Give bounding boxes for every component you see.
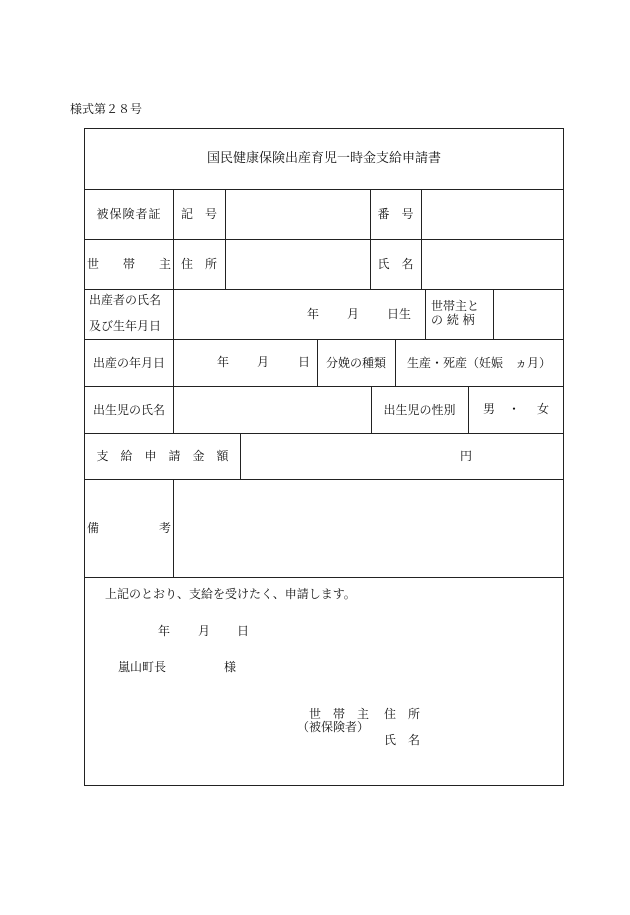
- addressee-honorific: 様: [224, 660, 237, 674]
- delivery-type-label: 分娩の種類: [325, 355, 386, 370]
- birth-person-day: 日生: [387, 307, 412, 321]
- declaration-year: 年: [158, 624, 171, 638]
- rule: [493, 289, 494, 339]
- newborn-sex-separator: ・: [508, 402, 521, 416]
- remarks-label: 備 考: [86, 521, 171, 535]
- rule: [173, 289, 174, 339]
- relation-label-line2: の 続 柄: [431, 313, 475, 327]
- birth-person-year: 年: [307, 307, 320, 321]
- birth-date-day: 日: [298, 355, 311, 369]
- declaration-day: 日: [237, 624, 250, 638]
- amount-unit: 円: [460, 449, 473, 463]
- rule: [425, 289, 426, 339]
- birth-person-label-line2: 及び生年月日: [89, 319, 162, 333]
- applicant-name-label: 氏 名: [384, 733, 421, 747]
- requested-amount-label: 支 給 申 請 金 額: [96, 449, 229, 463]
- birth-date-label: 出産の年月日: [92, 355, 165, 370]
- rule: [240, 433, 241, 479]
- rule: [468, 386, 469, 433]
- rule: [173, 339, 174, 386]
- householder-name-label: 氏 名: [377, 257, 414, 271]
- newborn-name-label: 出生児の氏名: [92, 402, 165, 417]
- rule: [421, 189, 422, 289]
- declaration-statement: 上記のとおり、支給を受けたく、申請します。: [105, 587, 356, 601]
- birth-date-year: 年: [217, 355, 230, 369]
- rule: [173, 386, 174, 433]
- newborn-sex-female: 女: [537, 402, 550, 416]
- relation-label-line1: 世帯主と: [431, 299, 480, 313]
- applicant-insured-label: （被保険者）: [297, 720, 370, 734]
- newborn-sex-male: 男: [483, 402, 496, 416]
- householder-address-label: 住 所: [180, 257, 217, 271]
- form-title: 国民健康保険出産育児一時金支給申請書: [206, 151, 441, 166]
- declaration-month: 月: [198, 624, 211, 638]
- rule: [173, 479, 174, 577]
- delivery-type-options: 生産・死産（妊娠 ヵ月）: [406, 355, 551, 370]
- rule: [225, 189, 226, 289]
- insured-number-label: 番 号: [377, 207, 414, 221]
- application-form: [84, 128, 564, 786]
- form-number: 様式第２８号: [70, 102, 143, 116]
- applicant-address-label: 住 所: [384, 707, 421, 721]
- rule: [85, 289, 563, 290]
- addressee: 嵐山町長: [118, 660, 167, 674]
- birth-date-month: 月: [257, 355, 270, 369]
- householder-label: 世 帯 主: [86, 257, 171, 271]
- birth-person-month: 月: [347, 307, 360, 321]
- rule: [85, 577, 563, 578]
- birth-person-label-line1: 出産者の氏名: [89, 293, 162, 307]
- newborn-sex-label: 出生児の性別: [383, 402, 456, 417]
- insured-symbol-label: 記 号: [180, 207, 217, 221]
- insured-card-label: 被保険者証: [96, 207, 162, 221]
- applicant-householder-label: 世 帯 主: [309, 707, 370, 721]
